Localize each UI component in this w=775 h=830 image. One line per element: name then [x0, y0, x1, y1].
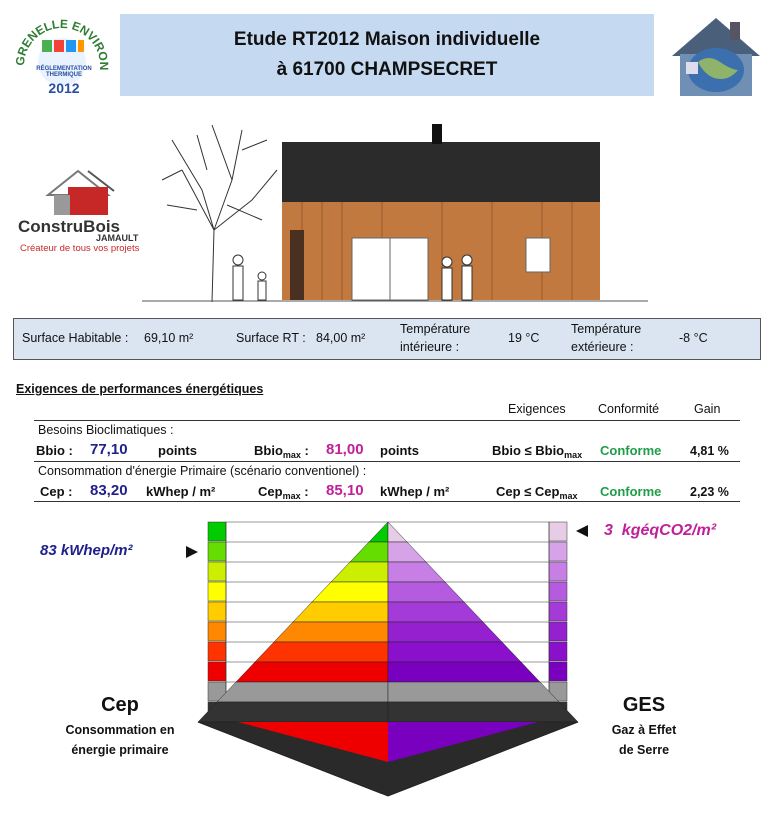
cep-scale-box [208, 582, 226, 601]
ges-band [388, 562, 445, 582]
svg-text:GRENELLE ENVIRONNEMENT: GRENELLE ENVIRON [12, 16, 112, 71]
ges-scale-box [549, 662, 567, 681]
cep-unit: kWhep / m² [146, 484, 216, 499]
ges-band [388, 642, 521, 662]
cep-caption-2: énergie primaire [71, 743, 169, 757]
temp-int-label-1: Température [400, 322, 471, 336]
cep-band [255, 642, 388, 662]
bbiomax-label-text: Bbio [254, 443, 283, 458]
house-elevation-drawing [142, 110, 648, 306]
bbio-conformite: Conforme [600, 443, 662, 458]
cep-value: 83,20 [90, 482, 128, 499]
house-globe-image [668, 12, 764, 98]
temp-ext-value: -8 °C [679, 331, 708, 345]
ges-marker-arrow [576, 525, 588, 537]
ges-marker-label: 3 kgéqCO2/m² [604, 522, 717, 539]
cep-caption-1: Consommation en [65, 723, 175, 737]
ges-title: GES [622, 694, 666, 716]
cep-band [236, 662, 388, 682]
cepmax-sub: max [282, 491, 301, 501]
divider [34, 420, 740, 421]
cep-band [369, 522, 388, 542]
col-header-conformite: Conformité [598, 402, 660, 416]
surface-hab-label: Surface Habitable : [22, 331, 129, 345]
divider [34, 501, 740, 502]
cep-conformite: Conforme [600, 484, 662, 499]
cep-rule-sub: max [559, 491, 578, 501]
cep-band [350, 542, 388, 562]
bbio-unit: points [158, 443, 197, 458]
bbiomax-colon: : [300, 443, 309, 458]
grenelle-year: 2012 [48, 80, 80, 96]
bbiomax-label [254, 443, 309, 460]
ges-caption-1: Gaz à Effet [611, 723, 677, 737]
ges-scale-box [549, 622, 567, 641]
surface-rt-label: Surface RT : [236, 331, 306, 345]
ges-band [388, 602, 483, 622]
construbois-name: ConstruBois [18, 217, 120, 236]
construbois-house-icon [18, 165, 144, 217]
bbio-rule-sub: max [564, 450, 583, 460]
cep-band [331, 562, 388, 582]
ges-band [388, 582, 464, 602]
bbio-rule-text: Bbio ≤ Bbio [492, 443, 565, 458]
title-line-2: à 61700 CHAMPSECRET [276, 59, 498, 80]
cepmax-label [258, 484, 309, 501]
ges-scale-box [549, 582, 567, 601]
cep-scale-box [208, 622, 226, 641]
temp-int-value: 19 °C [508, 331, 540, 345]
bbiomax-sub: max [282, 450, 301, 460]
bbiomax-value: 81,00 [326, 441, 364, 458]
page-title [120, 14, 654, 96]
cep-title: Cep [101, 694, 139, 716]
cepmax-label-text: Cep [258, 484, 283, 499]
temp-ext-label-2: extérieure : [571, 340, 634, 354]
title-line-1: Etude RT2012 Maison individuelle [233, 29, 541, 50]
temp-ext-label-1: Température [571, 322, 642, 336]
cep-scale-box [208, 662, 226, 681]
ges-caption-2: de Serre [618, 743, 670, 757]
ges-scale-box [549, 642, 567, 661]
bbio-rule [492, 443, 582, 460]
cep-scale-box [208, 642, 226, 661]
ges-scale-box [549, 542, 567, 561]
cep-rule [496, 484, 578, 501]
bbio-gain: 4,81 % [690, 444, 729, 458]
col-header-gain: Gain [694, 402, 721, 416]
cep-scale-box [208, 602, 226, 621]
ges-band [388, 542, 426, 562]
construbois-tagline: Créateur de tous vos projets [20, 243, 140, 254]
cep-scale-box [208, 542, 226, 561]
ges-band [388, 702, 578, 722]
cep-band [217, 682, 388, 702]
divider [34, 461, 740, 462]
temp-int-label-2: intérieure : [400, 340, 460, 354]
section-title: Exigences de performances énergétiques [16, 382, 264, 396]
cepmax-unit: kWhep / m² [380, 484, 450, 499]
cep-heading: Consommation d'énergie Primaire (scénario conventionel) : [38, 464, 367, 478]
bbiomax-unit: points [380, 443, 419, 458]
ges-band [388, 682, 559, 702]
cepmax-value: 85,10 [326, 482, 364, 499]
cep-marker-arrow [186, 546, 198, 558]
cep-scale-box [208, 522, 226, 541]
surface-rt-value: 84,00 m² [316, 331, 366, 345]
construbois-sub: JAMAULT [96, 233, 139, 243]
cep-band [274, 622, 388, 642]
cep-label: Cep : [40, 484, 73, 499]
cep-rule-text: Cep ≤ Cep [496, 484, 560, 499]
cep-band [198, 702, 388, 722]
construbois-logo [18, 165, 144, 260]
ges-scale-box [549, 562, 567, 581]
ges-band [388, 662, 540, 682]
surface-temperature-bar [13, 318, 761, 360]
grenelle-subtitle: RÉGLEMENTATION THERMIQUE [36, 66, 92, 78]
bbio-label: Bbio : [36, 443, 73, 458]
col-header-exigences: Exigences [508, 402, 566, 416]
ges-scale-box [549, 522, 567, 541]
grenelle-logo [10, 10, 114, 114]
cep-gain: 2,23 % [690, 485, 729, 499]
bbio-value: 77,10 [90, 441, 128, 458]
ges-band [388, 622, 502, 642]
ges-scale-box [549, 602, 567, 621]
ges-band [388, 522, 407, 542]
cep-scale-box [208, 562, 226, 581]
cep-band [293, 602, 388, 622]
cep-marker-label: 83 kWhep/m² [40, 542, 133, 559]
bbio-heading: Besoins Bioclimatiques : [38, 423, 174, 437]
cep-band [312, 582, 388, 602]
cepmax-colon: : [300, 484, 309, 499]
surface-hab-value: 69,10 m² [144, 331, 194, 345]
